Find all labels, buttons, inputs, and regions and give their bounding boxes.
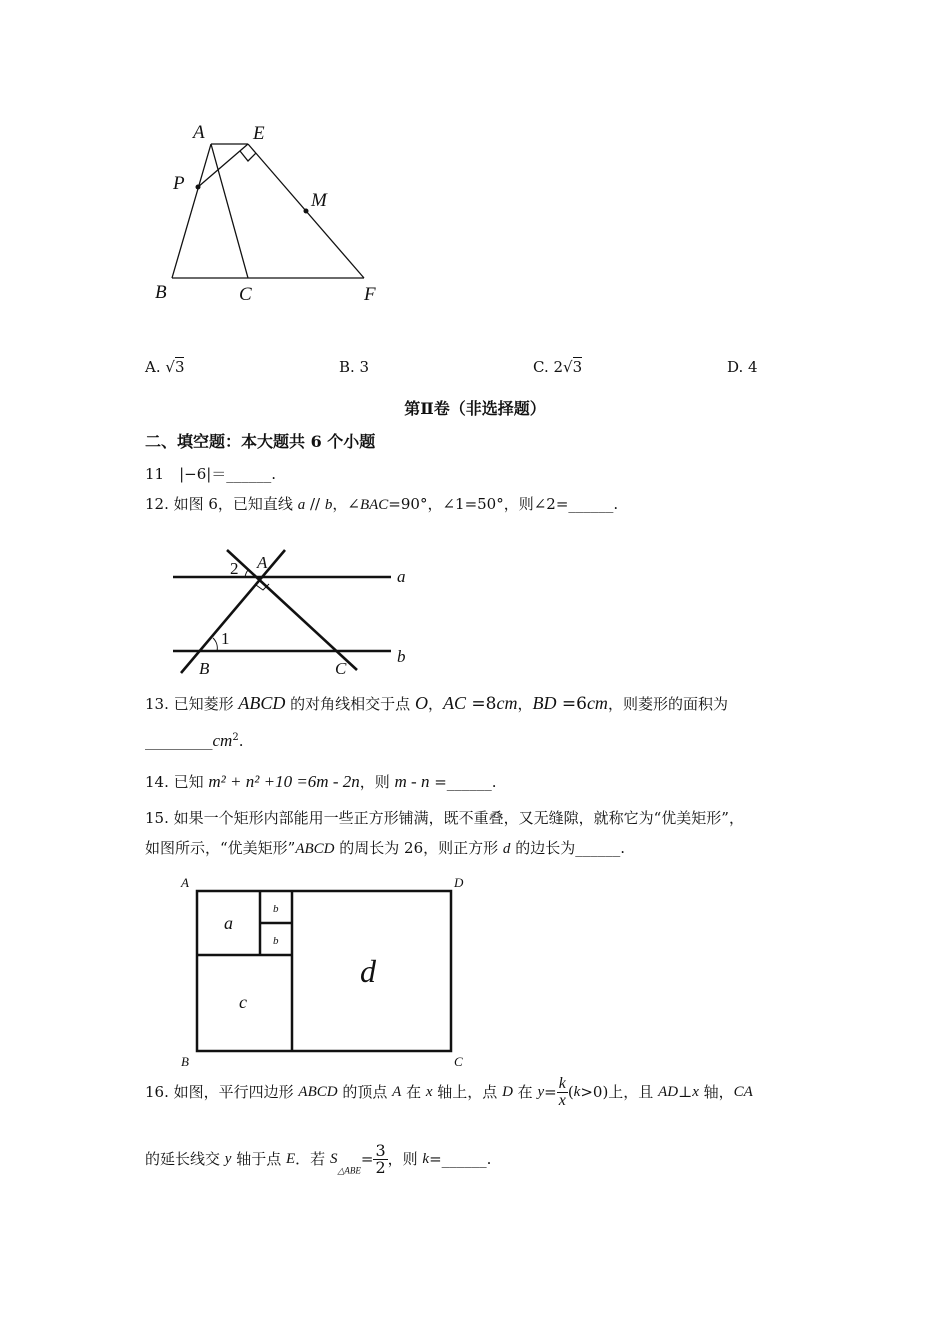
label-a: A <box>257 553 268 572</box>
q13-period: . <box>238 732 244 750</box>
label-a: A <box>193 122 205 143</box>
q16-text-4: 轴上，点 <box>432 1083 503 1101</box>
q16-text-7: 的延长线交 <box>145 1150 225 1168</box>
q16-cond-open: ( <box>567 1083 574 1101</box>
q13-exponent: 2 <box>232 732 239 743</box>
label-e: E <box>253 123 265 144</box>
q16-blank: =______. <box>429 1150 492 1168</box>
option-c-radicand: 3 <box>572 358 583 376</box>
q16-abcd: ABCD <box>298 1084 338 1100</box>
q13-text-1: 13. 已知菱形 <box>145 695 239 713</box>
square-d-label: d <box>360 953 376 989</box>
label-c: C <box>239 284 252 305</box>
q12-line-b: b <box>324 497 333 513</box>
question-15-line-2 <box>145 837 625 858</box>
q16-fraction-k-over-x <box>557 1076 568 1109</box>
rectangle-abcd <box>197 891 451 1051</box>
q16-text-3: 在 <box>401 1083 426 1101</box>
q16-k-answer: k <box>422 1151 430 1167</box>
q16-y-axis: y <box>224 1151 232 1167</box>
q16-text-9: ．若 <box>295 1150 330 1168</box>
square-b-label-1: b <box>273 903 279 915</box>
q13-text-3: ， <box>427 695 443 713</box>
q16-area-s: S <box>329 1151 338 1167</box>
q16-y: y <box>537 1084 545 1100</box>
label-c-corner: C <box>454 1054 463 1069</box>
label-a-corner: A <box>181 875 189 890</box>
q13-text-5: ， <box>517 695 533 713</box>
question-12 <box>145 493 618 514</box>
figure-q10 <box>150 118 400 308</box>
q15-text-1: 如图所示，“优美矩形” <box>145 839 296 857</box>
q12-parallel: // <box>305 495 325 513</box>
square-a-label: a <box>224 913 233 933</box>
label-c: C <box>335 659 347 678</box>
q14-expression: m - n <box>394 772 430 791</box>
q16-area-subscript: △ABE <box>337 1165 361 1176</box>
q13-bd: BD <box>532 693 557 713</box>
q16-point-e: E <box>286 1151 296 1167</box>
q16-ca: CA <box>733 1084 753 1100</box>
q15-text-3: 的边长为______. <box>510 839 625 857</box>
q16-equals: = <box>544 1083 557 1101</box>
q16-frac-denominator: x <box>558 1092 566 1109</box>
q13-ac: AC <box>442 693 466 713</box>
q13-text-7: ，则菱形的面积为 <box>607 695 728 713</box>
q15-abcd: ABCD <box>295 841 335 857</box>
q16-x-axis: x <box>425 1084 433 1100</box>
q12-line-a: a <box>297 497 306 513</box>
question-11: 11 |−6|＝______. <box>145 465 277 483</box>
segment-ac <box>211 144 248 278</box>
q14-text-3: =______. <box>429 773 497 791</box>
q16-cond-close: >0)上，且 <box>580 1083 659 1101</box>
label-2: 2 <box>230 559 239 578</box>
q16-point-d: D <box>502 1084 513 1100</box>
segment-ab <box>172 144 211 278</box>
option-c <box>533 358 582 376</box>
q12-text-2: ，∠ <box>332 495 360 513</box>
q16-equals-2: = <box>360 1150 374 1168</box>
q16-fraction-3-over-2 <box>373 1143 387 1176</box>
q13-ac-val: =8 <box>465 694 497 714</box>
point-p <box>196 185 201 190</box>
q12-text-1: 12. 如图 6，已知直线 <box>145 495 298 513</box>
q16-ad: AD <box>658 1084 679 1100</box>
square-b-label-2: b <box>273 935 279 947</box>
q12-angle-bac: BAC <box>359 497 389 513</box>
q16-text-6: 轴， <box>698 1083 734 1101</box>
figure-q15 <box>175 872 475 1072</box>
question-15-line-1: 15. 如果一个矩形内部能用一些正方形铺满，既不重叠，又无缝隙，就称它为“优美矩形”， <box>145 809 744 827</box>
label-m: M <box>311 190 327 211</box>
question-13 <box>145 693 728 714</box>
q14-text-2: ，则 <box>359 773 395 791</box>
q16-frac2-denominator: 2 <box>375 1158 386 1177</box>
label-line-a: a <box>397 567 406 586</box>
q13-point-o: O <box>414 693 428 713</box>
point-m <box>304 209 309 214</box>
q16-text-2: 的顶点 <box>337 1083 393 1101</box>
option-a-radicand: 3 <box>174 358 185 376</box>
q15-text-2: 的周长为 26，则正方形 <box>334 839 503 857</box>
option-d: D. 4 <box>727 358 758 376</box>
question-16-line-2 <box>145 1143 491 1176</box>
q13-blank: _________ <box>145 732 213 750</box>
label-b-corner: B <box>181 1054 189 1069</box>
label-b: B <box>199 659 210 678</box>
label-p: P <box>173 173 185 194</box>
q16-frac-numerator: k <box>558 1075 566 1092</box>
q13-text-2: 的对角线相交于点 <box>285 695 415 713</box>
segment-pe <box>198 144 248 187</box>
q13-unit-1: cm <box>496 693 518 713</box>
q13-unit-2: cm <box>586 693 608 713</box>
q14-equation: m² + n² +10 =6m - 2n <box>208 772 360 791</box>
option-c-label: C. 2 <box>533 358 564 376</box>
q16-perp: ⊥ <box>678 1083 693 1101</box>
sqrt-sign: √ <box>165 358 175 376</box>
label-b: B <box>155 282 167 303</box>
option-a-label: A. <box>145 358 166 376</box>
q15-square-d: d <box>502 841 511 857</box>
q12-text-3: =90°，∠1=50°，则∠2=______. <box>388 495 619 513</box>
q16-point-a: A <box>392 1084 402 1100</box>
label-line-b: b <box>397 647 406 666</box>
label-f: F <box>364 284 376 305</box>
figure-q12 <box>165 540 425 680</box>
q16-frac2-numerator: 3 <box>375 1141 386 1160</box>
question-13-line-2 <box>145 731 243 751</box>
sqrt-sign: √ <box>563 358 573 376</box>
label-d-corner: D <box>454 875 464 890</box>
q16-text-5: 在 <box>512 1083 538 1101</box>
q16-text-1: 16. 如图，平行四边形 <box>145 1083 299 1101</box>
square-c-label: c <box>239 992 247 1012</box>
option-a <box>145 358 184 376</box>
q14-text-1: 14. 已知 <box>145 773 209 791</box>
question-14 <box>145 771 497 792</box>
question-16-line-1 <box>145 1076 753 1109</box>
section-subtitle: 二、填空题：本大题共 6 个小题 <box>145 432 376 451</box>
option-b: B. 3 <box>339 358 370 376</box>
q16-text-8: 轴于点 <box>231 1150 286 1168</box>
right-angle-mark <box>240 151 256 161</box>
q13-bd-val: =6 <box>556 694 587 714</box>
q16-k: k <box>573 1084 581 1100</box>
q13-abcd: ABCD <box>238 693 286 713</box>
q13-unit-3: cm <box>212 731 233 750</box>
section-title: 第Ⅱ卷（非选择题） <box>404 399 546 418</box>
angle-1-arc <box>213 638 217 651</box>
q16-x-axis-2: x <box>692 1084 699 1100</box>
label-1: 1 <box>221 629 230 648</box>
q16-text-10: ，则 <box>387 1150 423 1168</box>
